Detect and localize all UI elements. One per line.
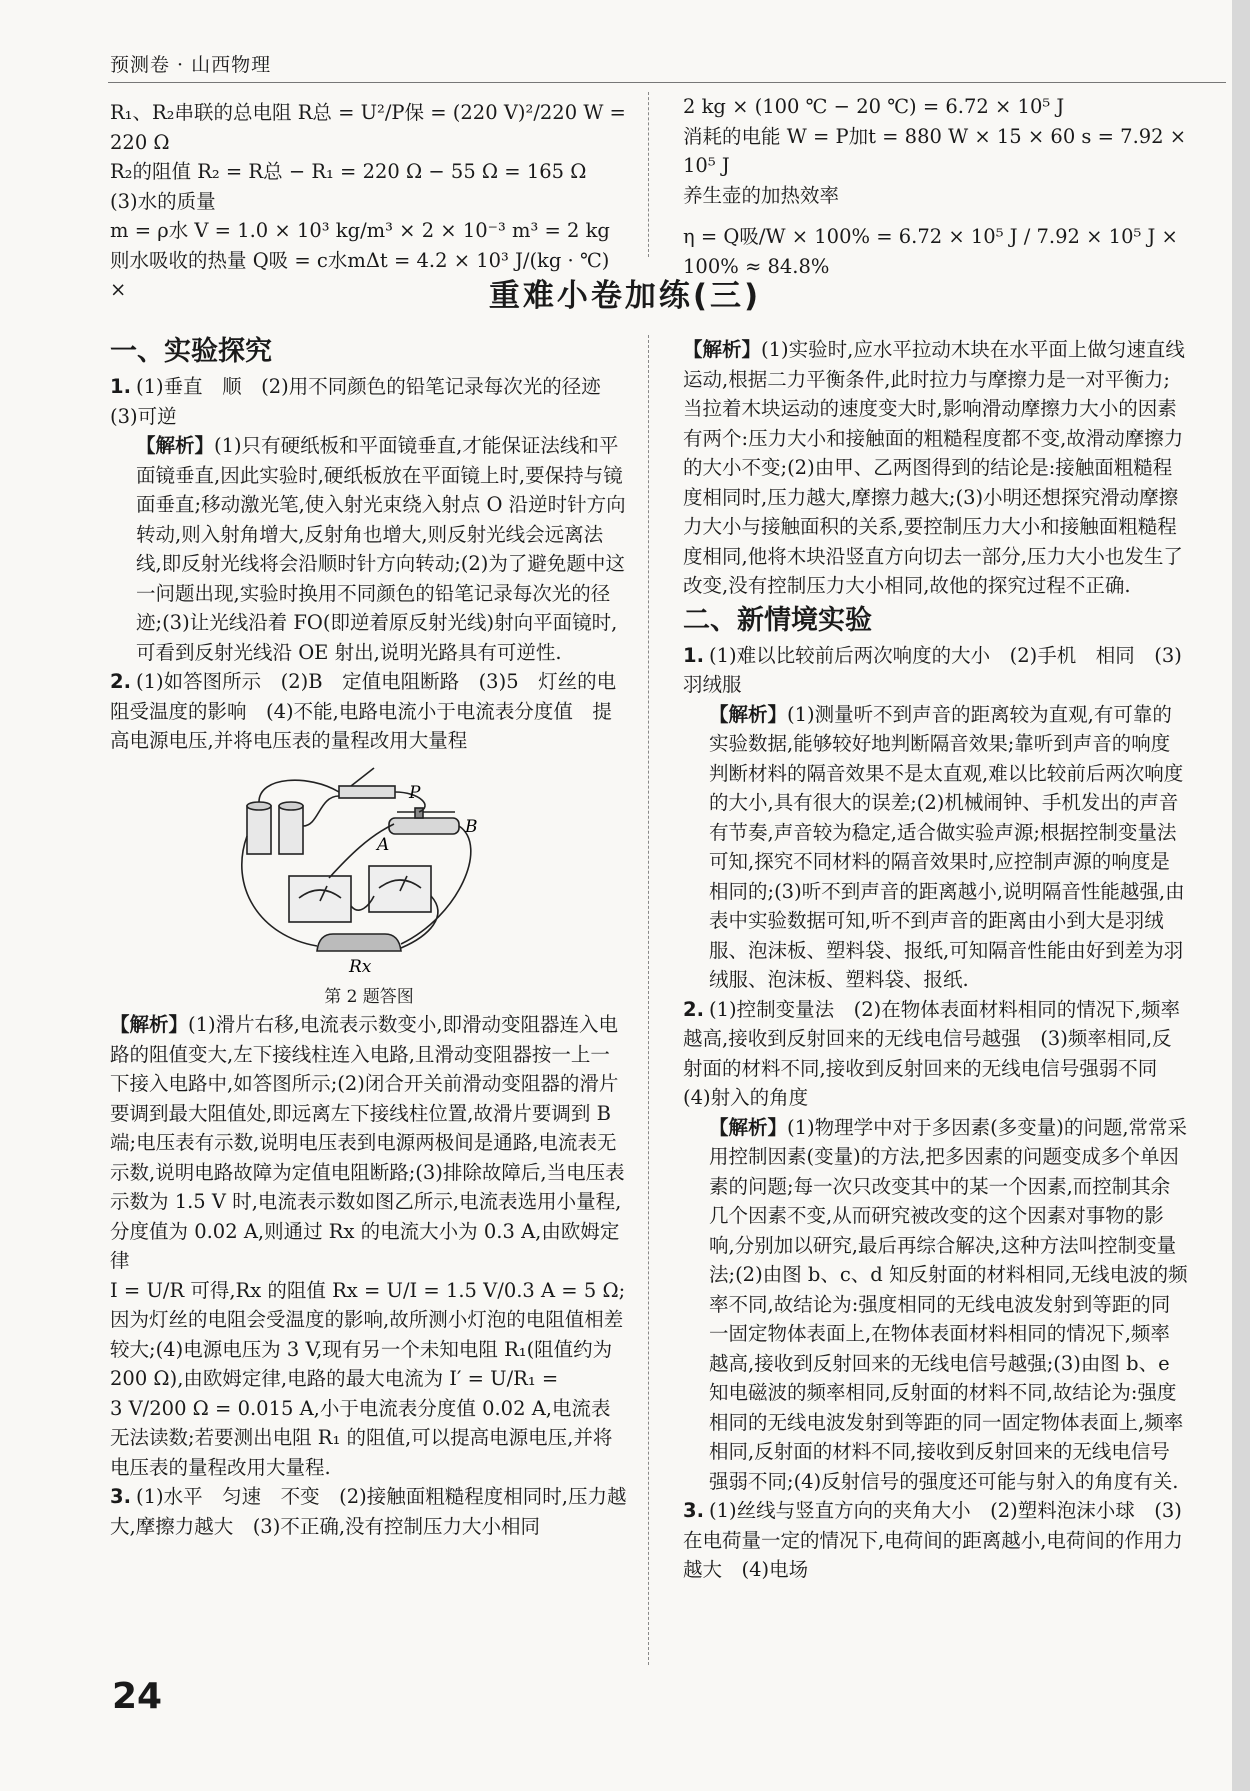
page-number: 24 <box>112 1676 163 1717</box>
s2-question-2-analysis <box>683 1113 1188 1497</box>
text-line: R₁、R₂串联的总电阻 R总 = U²/P保 = (220 V)²/220 W = 220 Ω <box>110 101 626 154</box>
answer-text: (1)水平 匀速 不变 (2)接触面粗糙程度相同时,压力越大,摩擦力越大 (3)不正确,没有控制压力大小相同 <box>110 1485 627 1538</box>
running-header: 预测卷 · 山西物理 <box>110 54 272 76</box>
left-column <box>110 332 628 1541</box>
question-number: 3. <box>110 1485 131 1508</box>
question-number: 2. <box>683 997 704 1021</box>
answer-text: (1)如答图所示 (2)B 定值电阻断路 (3)5 灯丝的电阻受温度的影响 (4)不能,电路电流小于电流表分度值 提高电源电压,并将电压表的量程改用大量程 <box>110 670 617 752</box>
analysis-text: (1)测量听不到声音的距离较为直观,有可靠的实验数据,能够较好地判断隔音效果;靠听到声音的响度判断材料的隔音效果不是太直观,难以比较前后两次响度的大小,具有很大的误差;(2)机械闹钟、手机发出的声音有节奏,声音较为稳定,适合做实验声源;根据控制变量法可知,探究不同材料的隔音效果时,应控制声源的响度是相同的;(3)听不到声音的距离越小,说明隔音性能越强,由表中实验数据可知,听不到声音的距离由小到大是羽绒服、泡沫板、塑料袋、报纸,可知隔音性能由好到差为羽绒服、泡沫板、塑料袋、报纸. <box>709 702 1185 991</box>
text-line: 则水吸收的热量 Q吸 = c水mΔt = 4.2 × 10³ J/(kg · ℃) × <box>110 248 610 301</box>
analysis-label: 【解析】 <box>683 338 762 361</box>
header-rule <box>108 82 1226 83</box>
question-3-analysis <box>683 335 1188 601</box>
analysis-text: (1)只有硬纸板和平面镜垂直,才能保证法线和平面镜垂直,因此实验时,硬纸板放在平面镜上时,要保持与镜面垂直;移动激光笔,使入射光束绕入射点 O 沿逆时针方向转动,则入射角增大,反射角也增大,则反射光线会远离法线,即反射光线将会沿顺时针方向转动;(2)为了避免题中这一问题出现,实验时换用不同颜色的铅笔记录每次光的径迹;(3)让光线沿着 FO(即逆着原反射光线)射向平面镜时,可看到反射光线沿 OE 射出,说明光路具有可逆性. <box>136 434 626 664</box>
text-line: 消耗的电能 W = P加t = 880 W × 15 × 60 s = 7.92 × 10⁵ J <box>683 124 1187 177</box>
question-2-analysis-cont: I = U/R 可得,Rx 的阻值 Rx = U/I = 1.5 V/0.3 A = 5 Ω;因为灯丝的电阻会受温度的影响,故所测小灯泡的电阻值相差较大;(4)电源电压为 3 V,现有另一个未知电阻 R₁(阻值约为 200 Ω),由欧姆定律,电路的最大电流为 I′ = U/R₁ = <box>110 1278 626 1390</box>
question-number: 2. <box>110 670 131 693</box>
section-title: 一、实验探究 <box>110 336 272 367</box>
label-b: B <box>465 816 478 837</box>
question-2-analysis <box>110 1010 628 1276</box>
text-line: η = Q吸/W × 100% = 6.72 × 10⁵ J / 7.92 × 10⁵ J × 100% ≈ 84.8% <box>683 225 1178 278</box>
answer-text: (1)丝线与竖直方向的夹角大小 (2)塑料泡沫小球 (3)在电荷量一定的情况下,电荷间的距离越小,电荷间的作用力越大 (4)电场 <box>683 1499 1183 1581</box>
answer-text: (1)控制变量法 (2)在物体表面材料相同的情况下,频率越高,接收到反射回来的无线电信号越强 (3)频率相同,反射面的材料不同,接收到反射回来的无线电信号强弱不同 (4)射入的角度 <box>683 997 1180 1109</box>
column-divider <box>648 335 649 1665</box>
question-1-analysis <box>110 431 628 667</box>
circuit-figure <box>110 766 628 985</box>
answer-text: (1)垂直 顺 (2)用不同颜色的铅笔记录每次光的径迹 (3)可逆 <box>110 375 621 428</box>
analysis-text: (1)物理学中对于多因素(多变量)的问题,常常采用控制因素(变量)的方法,把多因素的问题变成多个单因素的问题;每一次只改变其中的某一个因素,而控制其余几个因素不变,从而研究被改变的这个因素对事物的影响,分别加以研究,最后再综合解决,这种方法叫控制变量法;(2)由图 b、c、d 知反射面的材料相同,无线电波的频率不同,故结论为:强度相同的无线电波发射到等距的同一固定物体表面上,在物体表面材料相同的情况下,频率越高,接收到反射回来的无线电信号越强;(3)由图 b、e 知电磁波的频率相同,反射面的材料不同,故结论为:强度相同的无线电波发射到等距的同一固定物体表面上,频率相同,反射面的材料不同,接收到反射回来的无线电信号强弱不同;(4)反射信号的强度还可能与射入的角度有关. <box>709 1115 1188 1493</box>
text-line: m = ρ水 V = 1.0 × 10³ kg/m³ × 2 × 10⁻³ m³ = 2 kg <box>110 219 610 242</box>
label-rx: Rx <box>349 956 372 976</box>
text-line: R₂的阻值 R₂ = R总 − R₁ = 220 Ω − 55 Ω = 165 Ω <box>110 160 587 183</box>
question-number: 1. <box>110 375 131 398</box>
main-title: 重难小卷加练(三) <box>488 278 762 314</box>
text-line: 养生壶的加热效率 <box>683 183 840 207</box>
answer-text: (1)难以比较前后两次响度的大小 (2)手机 相同 (3)羽绒服 <box>683 643 1182 696</box>
circuit-diagram <box>219 766 519 976</box>
analysis-text: (1)实验时,应水平拉动木块在水平面上做匀速直线运动,根据二力平衡条件,此时拉力与摩擦力是一对平衡力;当拉着木块运动的速度变大时,影响滑动摩擦力大小的因素有两个:压力大小和接触面的粗糙程度都不变,故滑动摩擦力的大小不变;(2)由甲、乙两图得到的结论是:接触面粗糙程度相同时,压力越大,摩擦力越大;(3)小明还想探究滑动摩擦力大小与接触面积的关系,要控制压力大小和接触面粗糙程度相同,他将木块沿竖直方向切去一部分,压力大小也发生了改变,没有控制压力大小相同,故他的探究过程不正确. <box>683 338 1185 597</box>
analysis-label: 【解析】 <box>136 434 215 457</box>
figure-caption: 第 2 题答图 <box>324 987 414 1007</box>
s2-question-1-analysis <box>683 700 1188 995</box>
question-2-answer <box>110 667 628 756</box>
analysis-text: (1)滑片右移,电流表示数变小,即滑动变阻器连入电路的阻值变大,左下接线柱连入电路,且滑动变阻器按一上一下接入电路中,如答图所示;(2)闭合开关前滑动变阻器的滑片要调到最大阻值处,即远离左下接线柱位置,故滑片要调到 B 端;电压表有示数,说明电压表到电源两极间是通路,电流表无示数,说明电路故障为定值电阻断路;(3)排除故障后,当电压表示数为 1.5 V 时,电流表示数如图乙所示,电流表选用小量程,分度值为 0.02 A,则通过 Rx 的电流大小为 0.3 A,由欧姆定律 <box>110 1013 625 1272</box>
question-3-answer <box>110 1482 628 1541</box>
question-2-analysis-cont: 3 V/200 Ω = 0.015 A,小于电流表分度值 0.02 A,电流表无法读数;若要测出电阻 R₁ 的阻值,可以提高电源电压,并将电压表的量程改用大量程. <box>110 1396 613 1479</box>
analysis-label: 【解析】 <box>110 1013 189 1036</box>
question-number: 1. <box>683 643 704 667</box>
analysis-label: 【解析】 <box>709 1115 788 1139</box>
column-divider-top <box>648 92 649 257</box>
section-title: 二、新情境实验 <box>683 604 872 636</box>
text-line: 2 kg × (100 ℃ − 20 ℃) = 6.72 × 10⁵ J <box>683 95 1065 118</box>
label-a: A <box>377 834 390 855</box>
text-line: (3)水的质量 <box>110 189 216 213</box>
s2-question-3-answer <box>683 1496 1188 1585</box>
analysis-label: 【解析】 <box>709 702 788 726</box>
s2-question-1-answer <box>683 641 1188 700</box>
top-right-continuation <box>683 92 1188 281</box>
question-number: 3. <box>683 1499 704 1522</box>
label-p: P <box>409 782 421 803</box>
question-1-answer <box>110 372 628 431</box>
s2-question-2-answer <box>683 995 1188 1113</box>
page-edge-shadow <box>1232 0 1250 1791</box>
right-column <box>683 335 1188 1585</box>
